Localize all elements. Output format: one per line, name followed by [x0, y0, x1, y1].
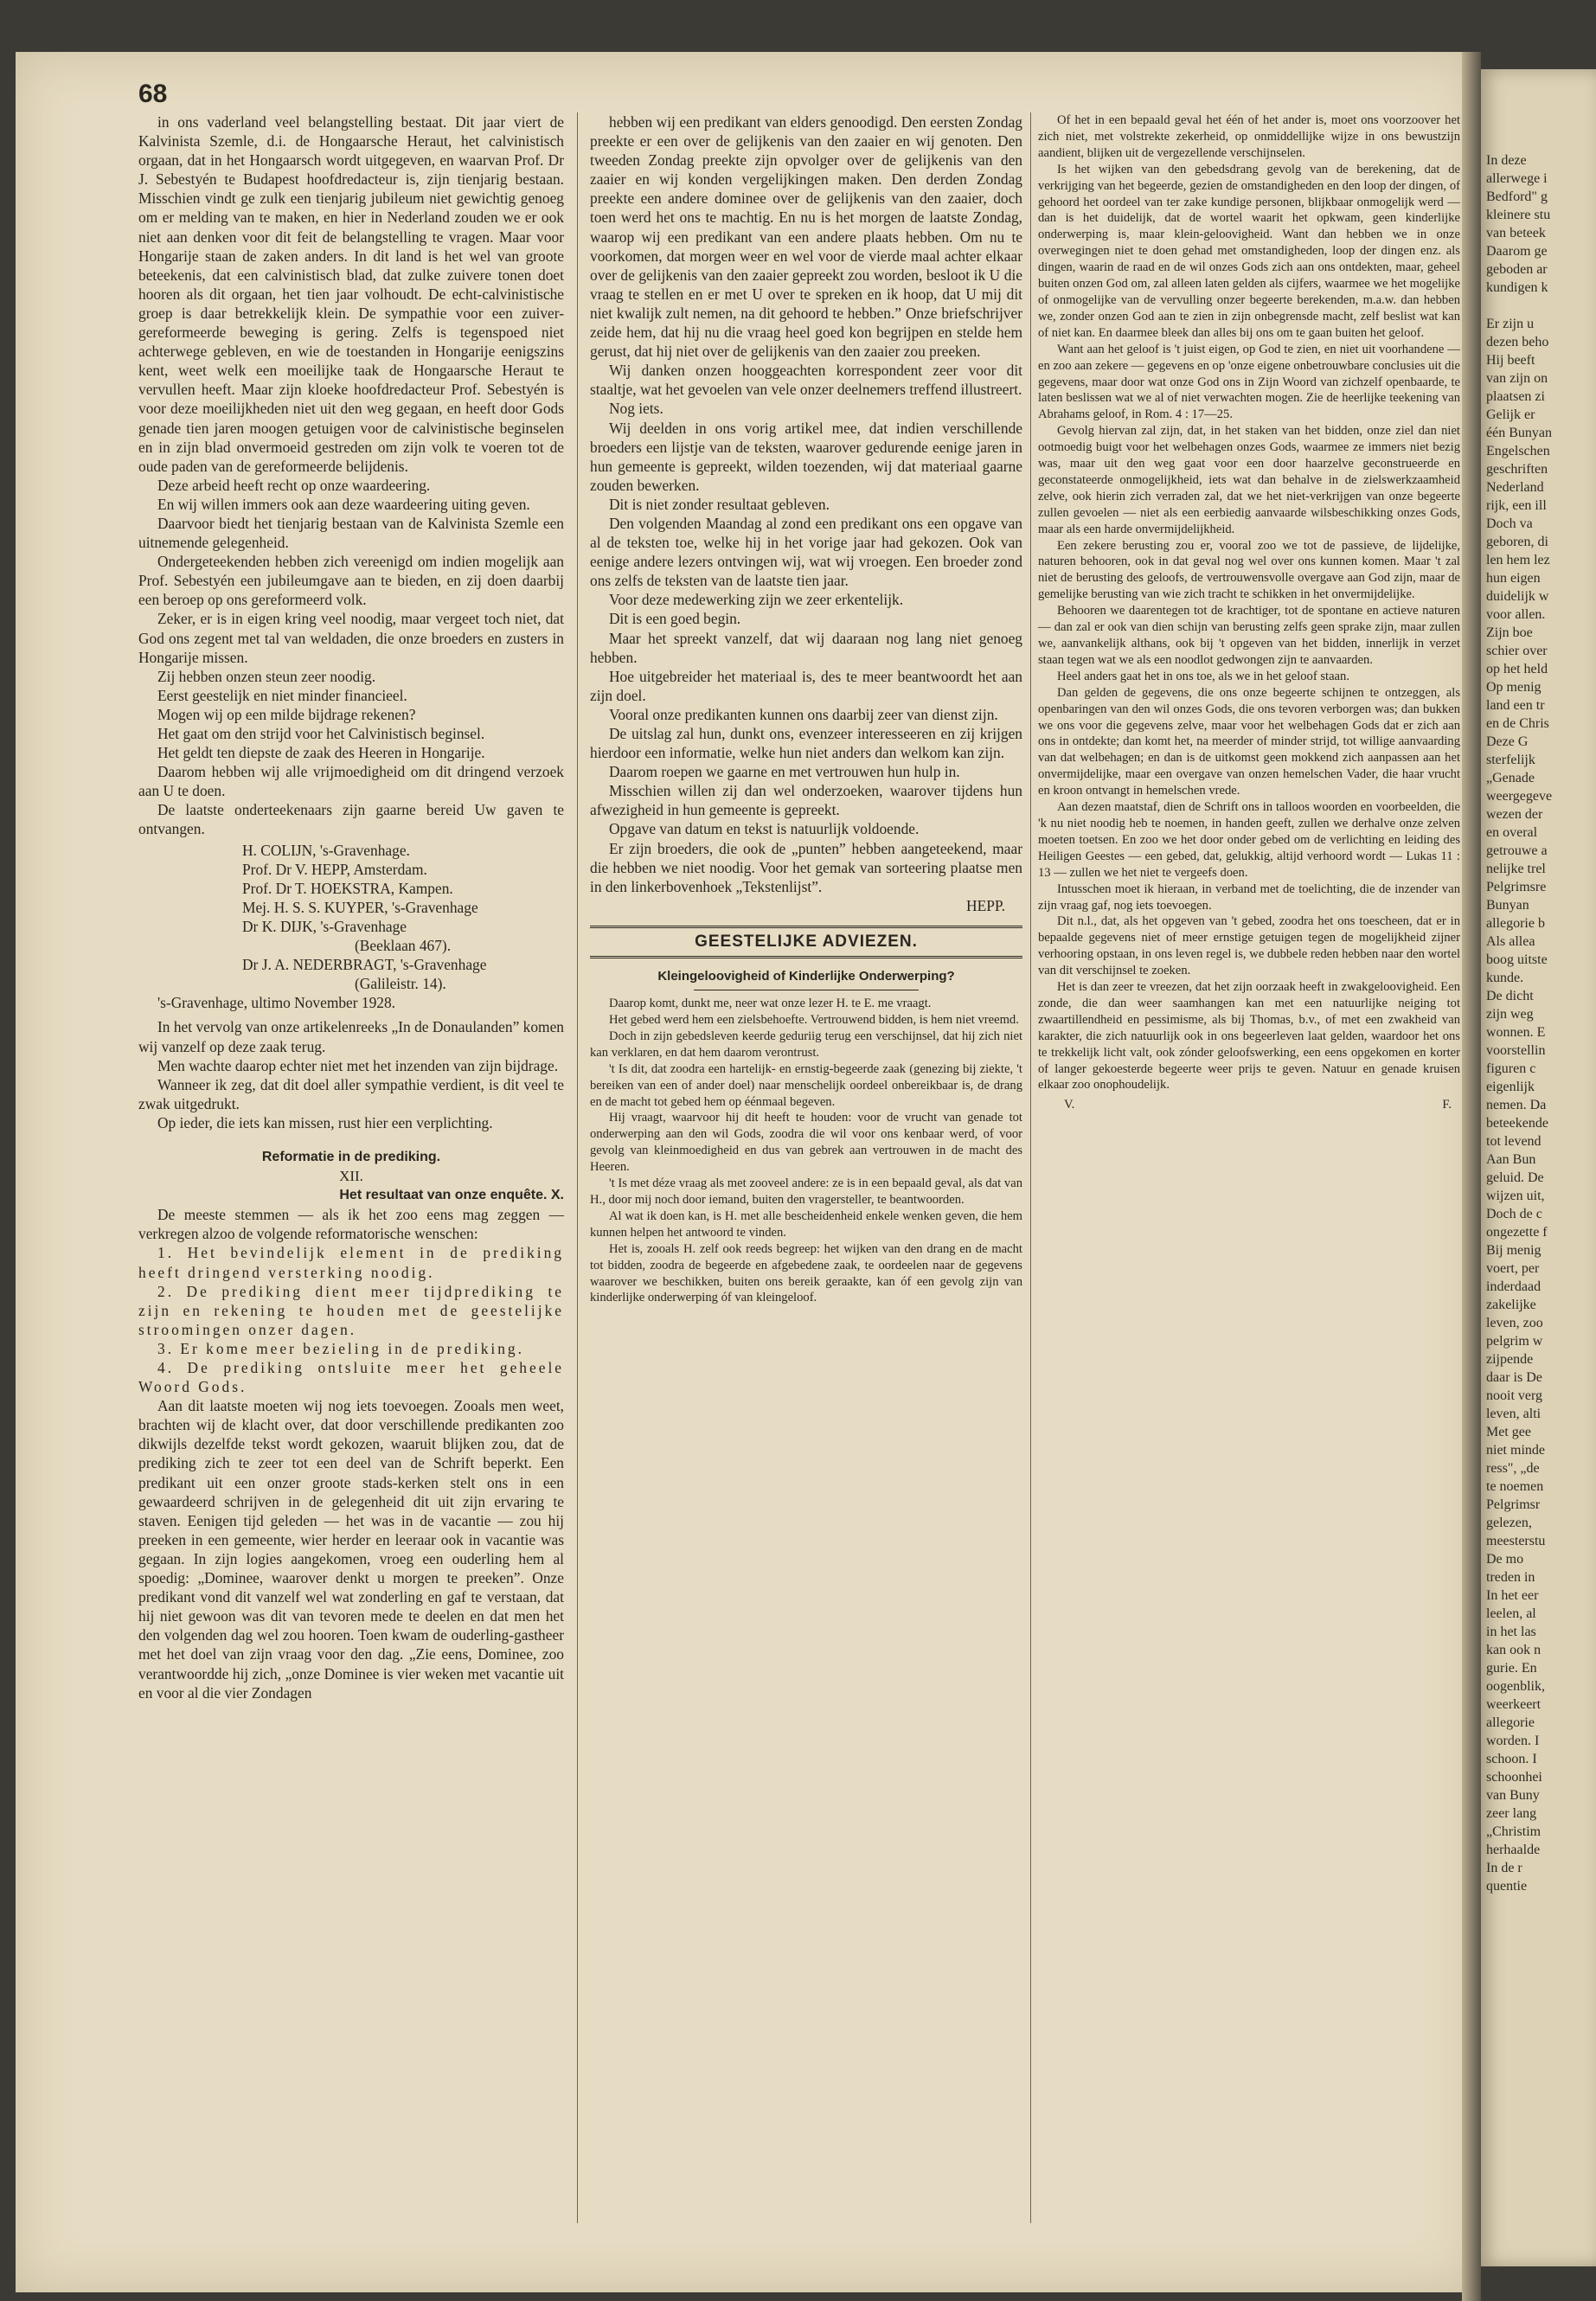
adjacent-line: en de Chris	[1486, 716, 1549, 731]
adjacent-line: wijzen uit,	[1486, 1189, 1545, 1203]
signatory: Dr J. A. NEDERBRAGT, 's-Gravenhage	[242, 956, 487, 974]
paragraph: Zeker, er is in eigen kring veel noodig, maar vergeet toch niet, dat God ons zegent met tal van weldaden, die onze broeders en zusters in Hongarije missen.	[138, 610, 564, 666]
adjacent-line: Aan Bun	[1486, 1152, 1536, 1167]
signature-left: V.	[1064, 1098, 1075, 1112]
adjacent-line: ress", „de	[1486, 1461, 1540, 1476]
adjacent-line: De mo	[1486, 1552, 1524, 1567]
paragraph: Of het in een bepaald geval het één of het ander is, moet ons voorzoover het zich niet, met volstrekte zekerheid, op onmiddellijke wijze in ons bewustzijn aandient, blijken uit de vergezellende verschijnselen.	[1038, 113, 1460, 160]
signatory: H. COLIJN, 's-Gravenhage.	[242, 841, 410, 859]
paragraph: Dit n.l., dat, als het opgeven van 't gebed, zoodra het ons toescheen, dat er in bepaalde gegevens niet of meer ernstige getuigen tegen de mogelijkheid zijner verhooring opstaan, in ons leven regel is, we dubbele reden hebben naar den wortel van dit verschijnsel te zoeken.	[1038, 914, 1460, 978]
adjacent-line: plaatsen zi	[1486, 389, 1545, 404]
paragraph: Het is dan zeer te vreezen, dat het zijn oorzaak heeft in zwakgeloovigheid. Een zonde, die dan weer saamhangen kan met een natuurlijke neiging tot zwaartillendheid en pessimisme, als bij Thomas, b.v., of met een zwakheid van karakter, die zich natuurlijk ook in ons begeerleven laat gelden, waardoor het ons te trekkelijk licht valt, ook zónder geloofswerking, een eens opgekomen en korter of langer gekoesterde begeerte weer prijs te geven. Natuur en genade kruisen elkaar zoo onophoudelijk.	[1038, 980, 1460, 1093]
paragraph: Dit is niet zonder resultaat gebleven.	[609, 495, 830, 513]
wish-item: 4. De prediking ontsluite meer het geheele Woord Gods.	[138, 1359, 564, 1396]
adjacent-line: tot levend	[1486, 1134, 1542, 1149]
advice-body	[590, 996, 1022, 1306]
adjacent-line: „Christim	[1486, 1824, 1542, 1839]
page-number: 68	[138, 80, 168, 108]
paragraph: Doch in zijn gebedsleven keerde geduriig terug een verschijnsel, dat hij zich niet kan verklaren, en dat hem daarom verontrust.	[590, 1029, 1022, 1060]
adjacent-line: duidelijk w	[1486, 589, 1549, 604]
paragraph: Daarvoor biedt het tienjarig bestaan van de Kalvinista Szemle een uitnemende gelegenheid.	[138, 514, 564, 552]
paragraph: Dan gelden de gegevens, die ons onze begeerte schijnen te ontzeggen, als openbaringen van den wil onzes Gods, die ons tevoren verborgen was; dan bukken we ons voor die gegevens zelve, maar voor het welbehagen Gods dat er zich aan ons in ontdekte; dan komt het, na meerder of minder strijd, tot willige aanvaarding van dat welbehagen; en dan is de uitkomst geen mokkend zich aanpassen aan het onvermijdelijke, maar een overgave van onzen hemelschen Vader, die haar vrucht en kroon ontvangt in hemelschen vrede.	[1038, 685, 1460, 798]
paragraph: Heel anders gaat het in ons toe, als we in het geloof staan.	[1057, 669, 1349, 683]
adjacent-line: Hij beeft	[1486, 353, 1535, 368]
adjacent-line: „Genade	[1486, 771, 1535, 785]
column-3	[1038, 112, 1460, 1113]
wish-item: 3. Er kome meer bezieling in de prediking.	[157, 1339, 524, 1357]
column-rule-2	[1030, 112, 1031, 2223]
paragraph: Men wachte daarop echter niet met het inzenden van zijn bijdrage.	[157, 1056, 559, 1074]
column-rule-1	[577, 112, 578, 2223]
paragraph: Wanneer ik zeg, dat dit doel aller sympathie verdient, is dit veel te zwak uitgedrukt.	[138, 1075, 564, 1112]
paragraph: Het geldt ten diepste de zaak des Heeren in Hongarije.	[157, 744, 485, 762]
advice-continuation	[1038, 112, 1460, 1093]
paragraph: Hij vraagt, waarvoor hij dit heeft te houden: voor de vrucht van genade tot onderwerping aan den wil Gods, zoodra die wil voor ons kenbaar werd, of voor gevolg van kleinmoedigheid en dus van gebrek aan vertrouwen in de macht des Heeren.	[590, 1111, 1022, 1175]
adjacent-line: Bunyan	[1486, 898, 1529, 913]
adjacent-page-text	[1481, 151, 1552, 1895]
adjacent-line: leven, zoo	[1486, 1316, 1543, 1330]
jubilee-appeal	[138, 112, 564, 839]
paragraph: Het is, zooals H. zelf ook reeds begreep: het wijken van den drang en de macht tot bidden, zoodra de begeerde en afgebedene zaak, te oordeelen naar de gegevens waarover we beschikken, buiten ons bereik geraakte, kan óf een gevolg zijn van kinderlijke onderwerping óf van kleingeloof.	[590, 1241, 1022, 1305]
adjacent-line: zeer lang	[1486, 1806, 1537, 1821]
section-box-heading: GEESTELIJKE ADVIEZEN.	[590, 926, 1022, 958]
adjacent-line: voorstellin	[1486, 1043, 1546, 1058]
paragraph: Daarom hebben wij alle vrijmoedigheid om dit dringend verzoek aan U te doen.	[138, 763, 564, 800]
adjacent-line: herhaalde	[1486, 1843, 1541, 1857]
adjacent-line: boog uitste	[1486, 952, 1548, 967]
paragraph: Een zekere berusting zou er, vooral zoo we tot de passieve, de lijdelijke, naturen behooren, ook in dat geval nog wel over ons kunnen komen. Maar 't zal niet de berusting des geloofs, de vertrouwensvolle overgave aan God zijn, maar de gemelijke berusting van wie zich tracht te schikken in het onvermijdelijke.	[1038, 538, 1460, 602]
signatory: Prof. Dr T. HOEKSTRA, Kampen.	[242, 879, 453, 897]
adjacent-page	[1481, 69, 1596, 2266]
adjacent-line: kan ook n	[1486, 1643, 1542, 1657]
article-intro	[138, 1205, 564, 1243]
adjacent-line: zakelijke	[1486, 1298, 1536, 1312]
adjacent-line: in het las	[1486, 1625, 1536, 1639]
article-continuation	[590, 112, 1022, 896]
adjacent-line: van zijn on	[1486, 371, 1548, 386]
paragraph: Ondergeteekenden hebben zich vereenigd om indien mogelijk aan Prof. Sebestyén een jubileumgave aan te bieden, en zij doen daarbij een beroep op ons gereformeerd volk.	[138, 553, 564, 609]
adjacent-line: Op menig	[1486, 680, 1542, 695]
paragraph: Op ieder, die iets kan missen, rust hier een verplichting.	[157, 1113, 493, 1131]
adjacent-line: en overal	[1486, 825, 1538, 840]
advice-title: Kleingeloovigheid of Kinderlijke Onderwerping?	[657, 969, 955, 984]
paragraph: Mogen wij op een milde bijdrage rekenen?	[157, 705, 416, 723]
adjacent-line: kundigen k	[1486, 280, 1548, 295]
paragraph: Zij hebben onzen steun zeer noodig.	[157, 667, 376, 685]
adjacent-line: len hem lez	[1486, 553, 1550, 567]
paragraph: Aan dit laatste moeten wij nog iets toevoegen. Zooals men weet, brachten wij de klacht over, dat door verschillende predikanten zoo dikwijls dezelfde tekst wordt gekozen, waaruit blijken zou, dat de prediking zich te zeer tot een deel van de Schrift beperkt. Een predikant uit een onzer groote stads-kerken stelt ons in een gewaardeerd schrijven in de gelegenheid dit uit zijn ervaring te staven. Eenigen tijd geleden — het was in de vacantie — zou hij preeken in een gemeente, wier herder en leeraar ook in vacantie was gegaan. In zijn logies aangekomen, vroeg een ouderling hem al spoedig: „Dominee, waarover denkt u morgen te preeken”. Onze predikant vond dit vanzelf wel wat zonderling en gaf te verstaan, dat hij niet gewoon was dit van tevoren mede te deelen en dat men het den volgenden dag wel zou hooren. Toen kwam de ouderling-gastheer met het doel van zijn vraag voor den dag. „Zie eens, Dominee, zoo verantwoordde hij zich, „onze Dominee is vier weken met vacantie uit en voor al die vier Zondagen	[138, 1397, 564, 1702]
paragraph: Aan dezen maatstaf, dien de Schrift ons in talloos woorden en voorbeelden, die 'k nu niet noodig heb te noemen, in handen geeft, zullen we derhalve onze zelven moeten toetsen. En zoo we het door onder gebed om de verlichting en leiding des Heiligen Geestes — een gebed, dat, gelukkig, altijd verhoord wordt — Lukas 11 : 13 — zullen we het niet te vergeefs doen.	[1038, 800, 1460, 880]
adjacent-line: zijn weg	[1486, 1007, 1534, 1022]
adjacent-line: Nederland	[1486, 480, 1544, 495]
section-number: XII.	[339, 1168, 363, 1185]
adjacent-line: Bedford" g	[1486, 189, 1548, 204]
dateline: 's-Gravenhage, ultimo November 1928.	[157, 994, 396, 1012]
paragraph: Intusschen moet ik hieraan, in verband met de toelichting, die de inzender van zijn vraag gaf, nog iets toevoegen.	[1038, 881, 1460, 913]
adjacent-line: Er zijn u	[1486, 317, 1535, 331]
adjacent-line: Pelgrimsr	[1486, 1497, 1541, 1512]
section-heading: Reformatie in de prediking.	[261, 1149, 441, 1164]
paragraph: Wij danken onzen hooggeachten korrespondent zeer voor dit staaltje, wat het gevoelen van vele onzer deelnemers treffend illustreert.	[590, 362, 1022, 399]
paragraph: 't Is dit, dat zoodra een hartelijk- en ernstig-begeerde zaak (genezing bij ziekte, 't bereiken van een of ander doel) naar menschelijk oordeel onbereikbaar is, de drang en de macht tot gebed hem op éénmaal begeven.	[590, 1061, 1022, 1109]
adjacent-line: treden in	[1486, 1570, 1535, 1585]
adjacent-line: nemen. Da	[1486, 1098, 1547, 1112]
signatory: Mej. H. S. S. KUYPER, 's-Gravenhage	[242, 898, 478, 916]
column-2	[590, 112, 1022, 1306]
adjacent-line: In de r	[1486, 1861, 1522, 1875]
signatory: (Galileistr. 14).	[355, 975, 446, 993]
paragraph: Opgave van datum en tekst is natuurlijk voldoende.	[609, 820, 920, 838]
adjacent-line: Pelgrimsre	[1486, 880, 1547, 894]
adjacent-line: inderdaad	[1486, 1279, 1542, 1294]
paragraph: 't Is met déze vraag als met zooveel andere: ze is in een bepaald geval, als dat van H., door mij noch door iemand, buiten den vragersteller, te beantwoorden.	[590, 1176, 1022, 1207]
adjacent-line: wezen der	[1486, 807, 1543, 822]
signatory: Dr K. DIJK, 's-Gravenhage	[242, 917, 407, 935]
adjacent-line: oogenblik,	[1486, 1679, 1545, 1694]
author-signature: HEPP.	[966, 896, 1005, 914]
adjacent-line: getrouwe a	[1486, 843, 1548, 858]
adjacent-line: Deze G	[1486, 734, 1529, 749]
adjacent-line: één Bunyan	[1486, 426, 1552, 440]
adjacent-line: eigenlijk	[1486, 1080, 1535, 1094]
paragraph: En wij willen immers ook aan deze waardeering uiting geven.	[157, 495, 530, 513]
adjacent-line: op het held	[1486, 662, 1548, 676]
paragraph: Daarop komt, dunkt me, neer wat onze lezer H. te E. me vraagt.	[609, 997, 932, 1011]
paragraph: Voor deze medewerking zijn we zeer erkentelijk.	[609, 591, 904, 609]
article-body	[138, 1396, 564, 1702]
adjacent-line: daar is De	[1486, 1370, 1542, 1385]
adjacent-line	[1486, 297, 1552, 315]
paragraph: Maar het spreekt vanzelf, dat wij daaraan nog lang niet genoeg hebben.	[590, 629, 1022, 666]
adjacent-line: schoon. I	[1486, 1752, 1537, 1766]
adjacent-line: te noemen	[1486, 1479, 1544, 1494]
paragraph: in ons vaderland veel belangstelling bestaat. Dit jaar viert de Kalvinista Szemle, d.i. de Hongaarsche Heraut, het calvinistisch orgaan, dat in het Hongaarsch wordt uitgegeven, en waarvan Prof. Dr J. Sebestyén te Budapest hoofdredacteur is, zijn tienjarig bestaan. Misschien vindt ge zulk een tienjarig jubileum niet gewichtig genoeg om er melding van te maken, en hier in Nederland zouden we er ook niet aan denken voor dit feit de belangstelling te vragen. Maar voor Hongarije staan de zaken anders. In dit land is het wel van groote beteekenis, dat een calvinistisch blad, dat zulke zuivere tonen doet hooren als dit orgaan, het tien jaar volhoudt. De echt-calvinistische groep is daar betrekkelijk klein. De sympathie voor een zuiver-gereformeerde beweging is gering. Zelfs is tegenspoed niet achterwege gebleven, en wie de toestanden in Hongarije eenigszins kent, weet welk een moeilijke taak de Hongaarsche Heraut te vervullen heeft. Maar zijn kloeke hoofdredacteur Prof. Sebestyén is voor deze moeilijkheden niet uit den weg gegaan, en heeft door Gods genade tien jaren moogen getuigen voor de calvinistische beginselen en in zijn blad onvermoeid gestreden om zijn volk te voeren tot de oude paden van de gereformeerde belijdenis.	[138, 113, 564, 475]
wishes-list	[138, 1243, 564, 1396]
adjacent-line: Gelijk er	[1486, 407, 1535, 422]
adjacent-line: Daarom ge	[1486, 244, 1548, 259]
signatories	[138, 841, 564, 994]
advice-signature	[1038, 1093, 1460, 1113]
adjacent-line: Engelschen	[1486, 444, 1550, 458]
paragraph: Hoe uitgebreider het materiaal is, des te meer beantwoordt het aan zijn doel.	[590, 667, 1022, 704]
adjacent-line: Zijn boe	[1486, 625, 1533, 640]
paragraph: Is het wijken van den gebedsdrang gevolg van de berekening, dat de verkrijging van het begeerde, gezien de omstandigheden en den loop der dingen, of gehoord het oordeel van ter zake kundige personen, blijkbaar onmogelijk werd — dan is het duidelijk, dat de wortel waarit het opkwam, geen kinderlijke onderwerping is, maar klein-geloovigheid. Want dan hebben we in onze overwegingen niet te doen gehad met omstandigheden, loop der dingen enz. als dingen, waarin de raad en de wil onzes Gods zich aan ons ontdekten, maar, geheel buiten onzen God om, zal alleen laten gelden als cijfers, waarmee we het mogelijke of onmogelijke van de vervulling onzer begeerte berekenden, m.a.w. dan hebben we, zonder onzen God aan te zien in zijn onbegrensde macht, zelf beslist wat kan of niet kan. En daarmee bleek dan alles bij ons om te gaan buiten het geloof.	[1038, 162, 1460, 340]
adjacent-line: figuren c	[1486, 1061, 1536, 1076]
adjacent-line: beteekende	[1486, 1116, 1548, 1131]
adjacent-line: In het eer	[1486, 1588, 1539, 1603]
adjacent-line: van beteek	[1486, 226, 1546, 240]
paragraph: Er zijn broeders, die ook de „punten” hebben aangeteekend, maar die hebben we niet noodig. Voor het gemak van sorteering plaatse men in den linkerbovenhoek „Tekstenlijst”.	[590, 839, 1022, 895]
paragraph: Misschien willen zij dan wel onderzoeken, waarover tijdens hun afwezigheid in hun gemeente is gepreekt.	[590, 782, 1022, 819]
paragraph: De meeste stemmen — als ik het zoo eens mag zeggen — verkregen alzoo de volgende reformatorische wenschen:	[138, 1206, 564, 1243]
paragraph: De uitslag zal hun, dunkt ons, evenzeer interesseeren en zij krijgen hierdoor een informatie, welke hun niet anders dan welkom kan zijn.	[590, 725, 1022, 762]
adjacent-line: quentie	[1486, 1879, 1528, 1894]
adjacent-line: Met gee	[1486, 1425, 1531, 1439]
signatory: Prof. Dr V. HEPP, Amsterdam.	[242, 860, 427, 878]
adjacent-line: allegorie b	[1486, 916, 1545, 931]
adjacent-line: kleinere stu	[1486, 208, 1551, 222]
adjacent-line: weergegeve	[1486, 789, 1553, 804]
adjacent-line: schier over	[1486, 644, 1548, 658]
paragraph: Het gaat om den strijd voor het Calvinistisch beginsel.	[157, 725, 485, 742]
adjacent-line: dezen beho	[1486, 335, 1549, 349]
paragraph: Den volgenden Maandag al zond een predikant ons een opgave van al de teksten toe, welke hij in het vorige jaar had gekozen. Ook van eenige andere lezers ontvingen wij, wat wij vroegen. Een broeder zond ons zelfs de teksten van de laatste tien jaar.	[590, 514, 1022, 590]
adjacent-line: voor allen.	[1486, 607, 1546, 622]
adjacent-line: worden. I	[1486, 1734, 1540, 1748]
paragraph: Nog iets.	[609, 400, 663, 418]
wish-item: 1. Het bevindelijk element in de prediking heeft dringend versterking noodig.	[138, 1244, 564, 1281]
adjacent-line: Doch de c	[1486, 1207, 1542, 1221]
paragraph: In het vervolg van onze artikelenreeks „In de Donaulanden” komen wij vanzelf op deze zaak terug.	[138, 1018, 564, 1055]
adjacent-line: geboren, di	[1486, 535, 1548, 549]
adjacent-line: geboden ar	[1486, 262, 1548, 277]
adjacent-line: nelijke trel	[1486, 862, 1546, 876]
adjacent-line: schoonhei	[1486, 1770, 1542, 1785]
article-subheading: Het resultaat van onze enquête. X.	[339, 1188, 564, 1203]
paragraph: De laatste onderteekenaars zijn gaarne bereid Uw gaven te ontvangen.	[138, 801, 564, 838]
adjacent-line: zijpende	[1486, 1352, 1534, 1367]
paragraph: Dit is een goed begin.	[609, 610, 741, 628]
adjacent-line: hun eigen	[1486, 571, 1541, 586]
adjacent-line: allerwege i	[1486, 171, 1548, 186]
signature-right: F.	[1442, 1098, 1452, 1112]
adjacent-line: weerkeert	[1486, 1697, 1542, 1712]
paragraph: Gevolg hiervan zal zijn, dat, in het staken van het bidden, onze ziel dan niet ootmoedig buigt voor het welbehagen onzes Gods, waarmee ze immers niet bezig was, maar uit den weg gaat voor een door haarzelve geconstrueerde en geconstateerde onmogelijkheid, iets wat dan behalve in de zielswerkzaamheid zelve, ook hierin zich verraden zal, dat we het niet-verkrijgen van onze begeerte zullen gevoelen — niet als een eerbiedig aanvaarde wilsbeschikking onzes Gods, maar als een harde onvermijdelijkheid.	[1038, 424, 1460, 536]
adjacent-line: kunde.	[1486, 971, 1524, 985]
paragraph: Behooren we daarentegen tot de krachtiger, tot de spontane en actieve naturen — dan zal er ook van dien schijn van berusting zelfs geen sprake zijn, maar zullen we, aanvankelijk althans, ook bij 't opgeven van het bidden, innerlijk in verzet staan tegen wat we als een noodlot gedwongen zijn te aanvaarden.	[1038, 604, 1460, 667]
paragraph: hebben wij een predikant van elders genoodigd. Den eersten Zondag preekte er een over de gelijkenis van den zaaier en wij genoten. Den tweeden Zondag preekte zijn opvolger over de gelijkenis van den zaaier en wij konden vergelijkingen maken. Den derden Zondag preekte een andere dominee over de gelijkenis van den zaaier, doch toen werd het ons te machtig. En nu is het morgen de laatste Zondag, waarop wij een predikant van een andere plaats hebben. Om nu te voorkomen, dat morgen weer en wel voor de vierde maal achter elkaar over de gelijkenis van den zaaier gepreekt zou worden, besloot ik U die vraag te stellen en er met U over te spreken en ik hoop, dat U mij dit niet kwalijk zult nemen, na dit gehoord te hebben.” Onze briefschrijver zeide hem, dat hij nu die vraag heel goed kon begrijpen en stelde hem gerust, dat hij niet over de gelijkenis van den zaaier zou preeken.	[590, 113, 1022, 361]
paragraph: Wij deelden in ons vorig artikel mee, dat indien verschillende broeders een lijstje van de teksten, waarover gedurende eenige jaren in hun gemeente is gepreekt, wilden toezenden, wij dat materiaal gaarne zouden bewerken.	[590, 419, 1022, 494]
paragraph: Want aan het geloof is 't juist eigen, op God te zien, en niet uit voorhandene — en zoo aan zekere — gegevens en op 'onze eigene onbetrouwbare conclusies uit die gegevens, maar door wat onze God ons in Zijn Woord van zichzelf openbaarde, te laten beslissen wat we al of niet verwachten mogen. Zie de heerlijke teekening van Abrahams geloof, in Rom. 4 : 17—25.	[1038, 342, 1460, 422]
adjacent-line: voert, per	[1486, 1261, 1540, 1276]
adjacent-line: niet minde	[1486, 1443, 1545, 1458]
adjacent-line: meesterstu	[1486, 1534, 1546, 1548]
adjacent-line: allegorie	[1486, 1715, 1535, 1730]
adjacent-line: Bij menig	[1486, 1243, 1542, 1258]
adjacent-line: In deze	[1486, 153, 1527, 168]
page-fold	[1462, 52, 1481, 2301]
adjacent-line: leelen, al	[1486, 1606, 1536, 1621]
adjacent-line: geschriften	[1486, 462, 1548, 477]
column-1	[138, 112, 564, 1702]
paragraph: Al wat ik doen kan, is H. met alle bescheidenheid enkele wenken geven, die hem kunnen helpen het antwoord te vinden.	[590, 1208, 1022, 1240]
adjacent-line: sterfelijk	[1486, 753, 1535, 767]
adjacent-line: nooit verg	[1486, 1388, 1543, 1403]
adjacent-line: gelezen,	[1486, 1516, 1532, 1530]
adjacent-line: land een tr	[1486, 698, 1545, 713]
signatory: (Beeklaan 467).	[355, 937, 452, 955]
adjacent-line: geluid. De	[1486, 1170, 1544, 1185]
wish-item: 2. De prediking dient meer tijdprediking te zijn en rekening te houden met de geestelijke stroomingen onzer dagen.	[138, 1282, 564, 1338]
paragraph: Deze arbeid heeft recht op onze waardeering.	[157, 476, 431, 494]
paragraph: Daarom roepen we gaarne en met vertrouwen hun hulp in.	[609, 763, 960, 781]
adjacent-line: ongezette f	[1486, 1225, 1548, 1240]
paragraph: Het gebed werd hem een zielsbehoefte. Vertrouwend bidden, is hem niet vreemd.	[609, 1013, 1019, 1028]
adjacent-line: van Buny	[1486, 1788, 1540, 1803]
adjacent-line: gurie. En	[1486, 1661, 1537, 1676]
editorial-note	[138, 1017, 564, 1132]
adjacent-line: Doch va	[1486, 516, 1533, 531]
adjacent-line: pelgrim w	[1486, 1334, 1543, 1349]
adjacent-line: leven, alti	[1486, 1407, 1542, 1421]
adjacent-line: De dicht	[1486, 989, 1534, 1003]
adjacent-line: Als allea	[1486, 934, 1535, 949]
adjacent-line: rijk, een ill	[1486, 498, 1547, 513]
adjacent-line: wonnen. E	[1486, 1025, 1546, 1040]
paragraph: Eerst geestelijk en niet minder financieel.	[157, 686, 407, 704]
paragraph: Vooral onze predikanten kunnen ons daarbij zeer van dienst zijn.	[609, 705, 998, 723]
